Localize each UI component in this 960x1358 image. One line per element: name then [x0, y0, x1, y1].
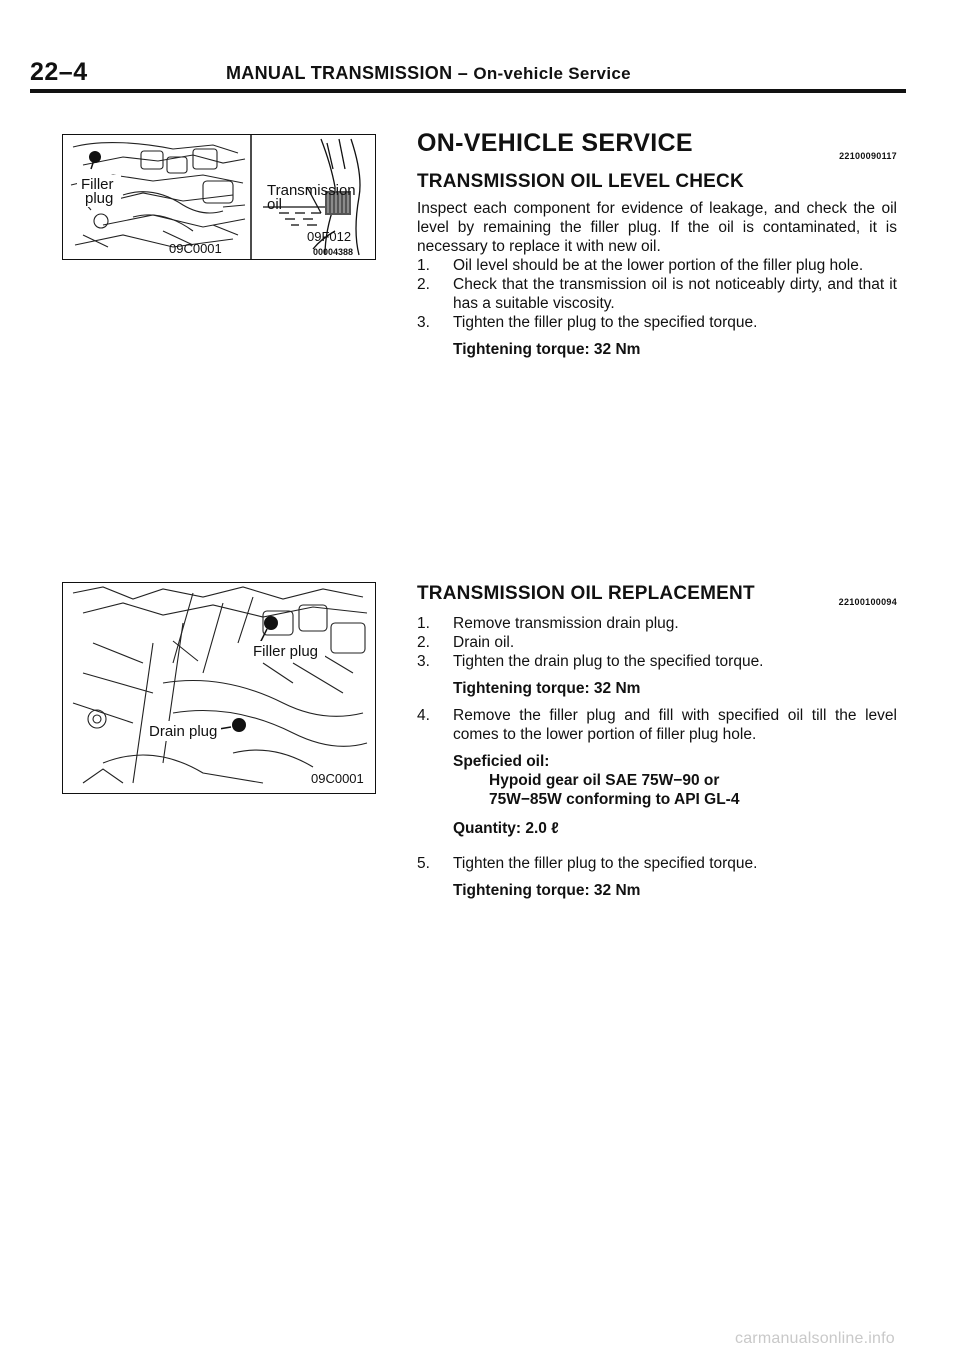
subsection-title-oil-level-check: TRANSMISSION OIL LEVEL CHECK	[417, 171, 744, 192]
section-oil-replacement	[417, 584, 897, 900]
intro-paragraph: Inspect each component for evidence of leakage, and check the oil level by remaining the filler plug. If the oil is contaminated, it is necessary to replace it with new oil.	[417, 200, 897, 255]
list-item: 2. Drain oil.	[417, 634, 515, 651]
specified-oil-label: Speficied oil:	[453, 753, 550, 770]
list-item: 5. Tighten the filler plug to the specified torque.	[417, 855, 758, 872]
figure-oil-level-check	[62, 134, 376, 260]
oil-quantity: Quantity: 2.0 ℓ	[453, 820, 559, 837]
chapter-title: MANUAL TRANSMISSION	[226, 63, 453, 83]
oil-level-illustration	[63, 135, 375, 259]
filler-label-line1: Filler	[81, 176, 114, 193]
list-item: 1. Remove transmission drain plug.	[417, 615, 679, 632]
figure1-left-code: 09C0001	[169, 241, 222, 256]
figure1-image-code: 00004388	[313, 247, 354, 257]
drain-plug-label: Drain plug	[149, 723, 218, 740]
specified-oil-line: Hypoid gear oil SAE 75W−90 or	[489, 772, 720, 789]
tightening-torque-spec: Tightening torque: 32 Nm	[453, 680, 641, 697]
list-item: 3. Tighten the filler plug to the specified torque.	[417, 314, 758, 331]
figure1-right-code: 09F012	[307, 229, 352, 244]
filler-plug-marker-2	[264, 616, 278, 630]
section-ref-code: 22100090117	[839, 151, 897, 161]
transmission-oil-label-line1: Transmission	[267, 182, 356, 199]
section-title: ON-VEHICLE SERVICE	[417, 129, 693, 157]
oil-replacement-illustration	[63, 583, 375, 793]
specified-oil-line: 75W−85W conforming to API GL-4	[489, 791, 740, 808]
filler-plug-label: Filler plug	[253, 643, 319, 660]
transmission-sketch-2	[73, 587, 367, 783]
subsection-ref-code: 22100100094	[838, 597, 897, 607]
figure2-code: 09C0001	[311, 771, 364, 786]
section-on-vehicle-service	[417, 129, 897, 359]
list-item: 3. Tighten the drain plug to the specified torque.	[417, 653, 764, 670]
list-item: 1. Oil level should be at the lower portion of the filler plug hole.	[417, 257, 864, 274]
transmission-oil-label-line2: oil	[267, 196, 283, 213]
drain-plug-marker	[232, 718, 246, 732]
tightening-torque-spec: Tightening torque: 32 Nm	[453, 882, 641, 899]
list-item: 2. Check that the transmission oil is not noticeably dirty, and that it has a suitable viscosity.	[417, 276, 897, 312]
page-number: 22–4	[30, 58, 88, 86]
filler-label-line2: plug	[85, 190, 114, 207]
page-title	[226, 63, 631, 84]
chapter-subtitle: On-vehicle Service	[473, 64, 631, 83]
list-item: 4. Remove the filler plug and fill with specified oil till the level comes to the lower portion of filler plug hole.	[417, 707, 897, 743]
subsection-title-oil-replacement: TRANSMISSION OIL REPLACEMENT	[417, 583, 755, 604]
title-separator: –	[457, 63, 468, 83]
header-rule	[30, 89, 906, 93]
figure-oil-replacement	[62, 582, 376, 794]
watermark: carmanualsonline.info	[735, 1330, 895, 1347]
tightening-torque-spec: Tightening torque: 32 Nm	[453, 341, 641, 358]
